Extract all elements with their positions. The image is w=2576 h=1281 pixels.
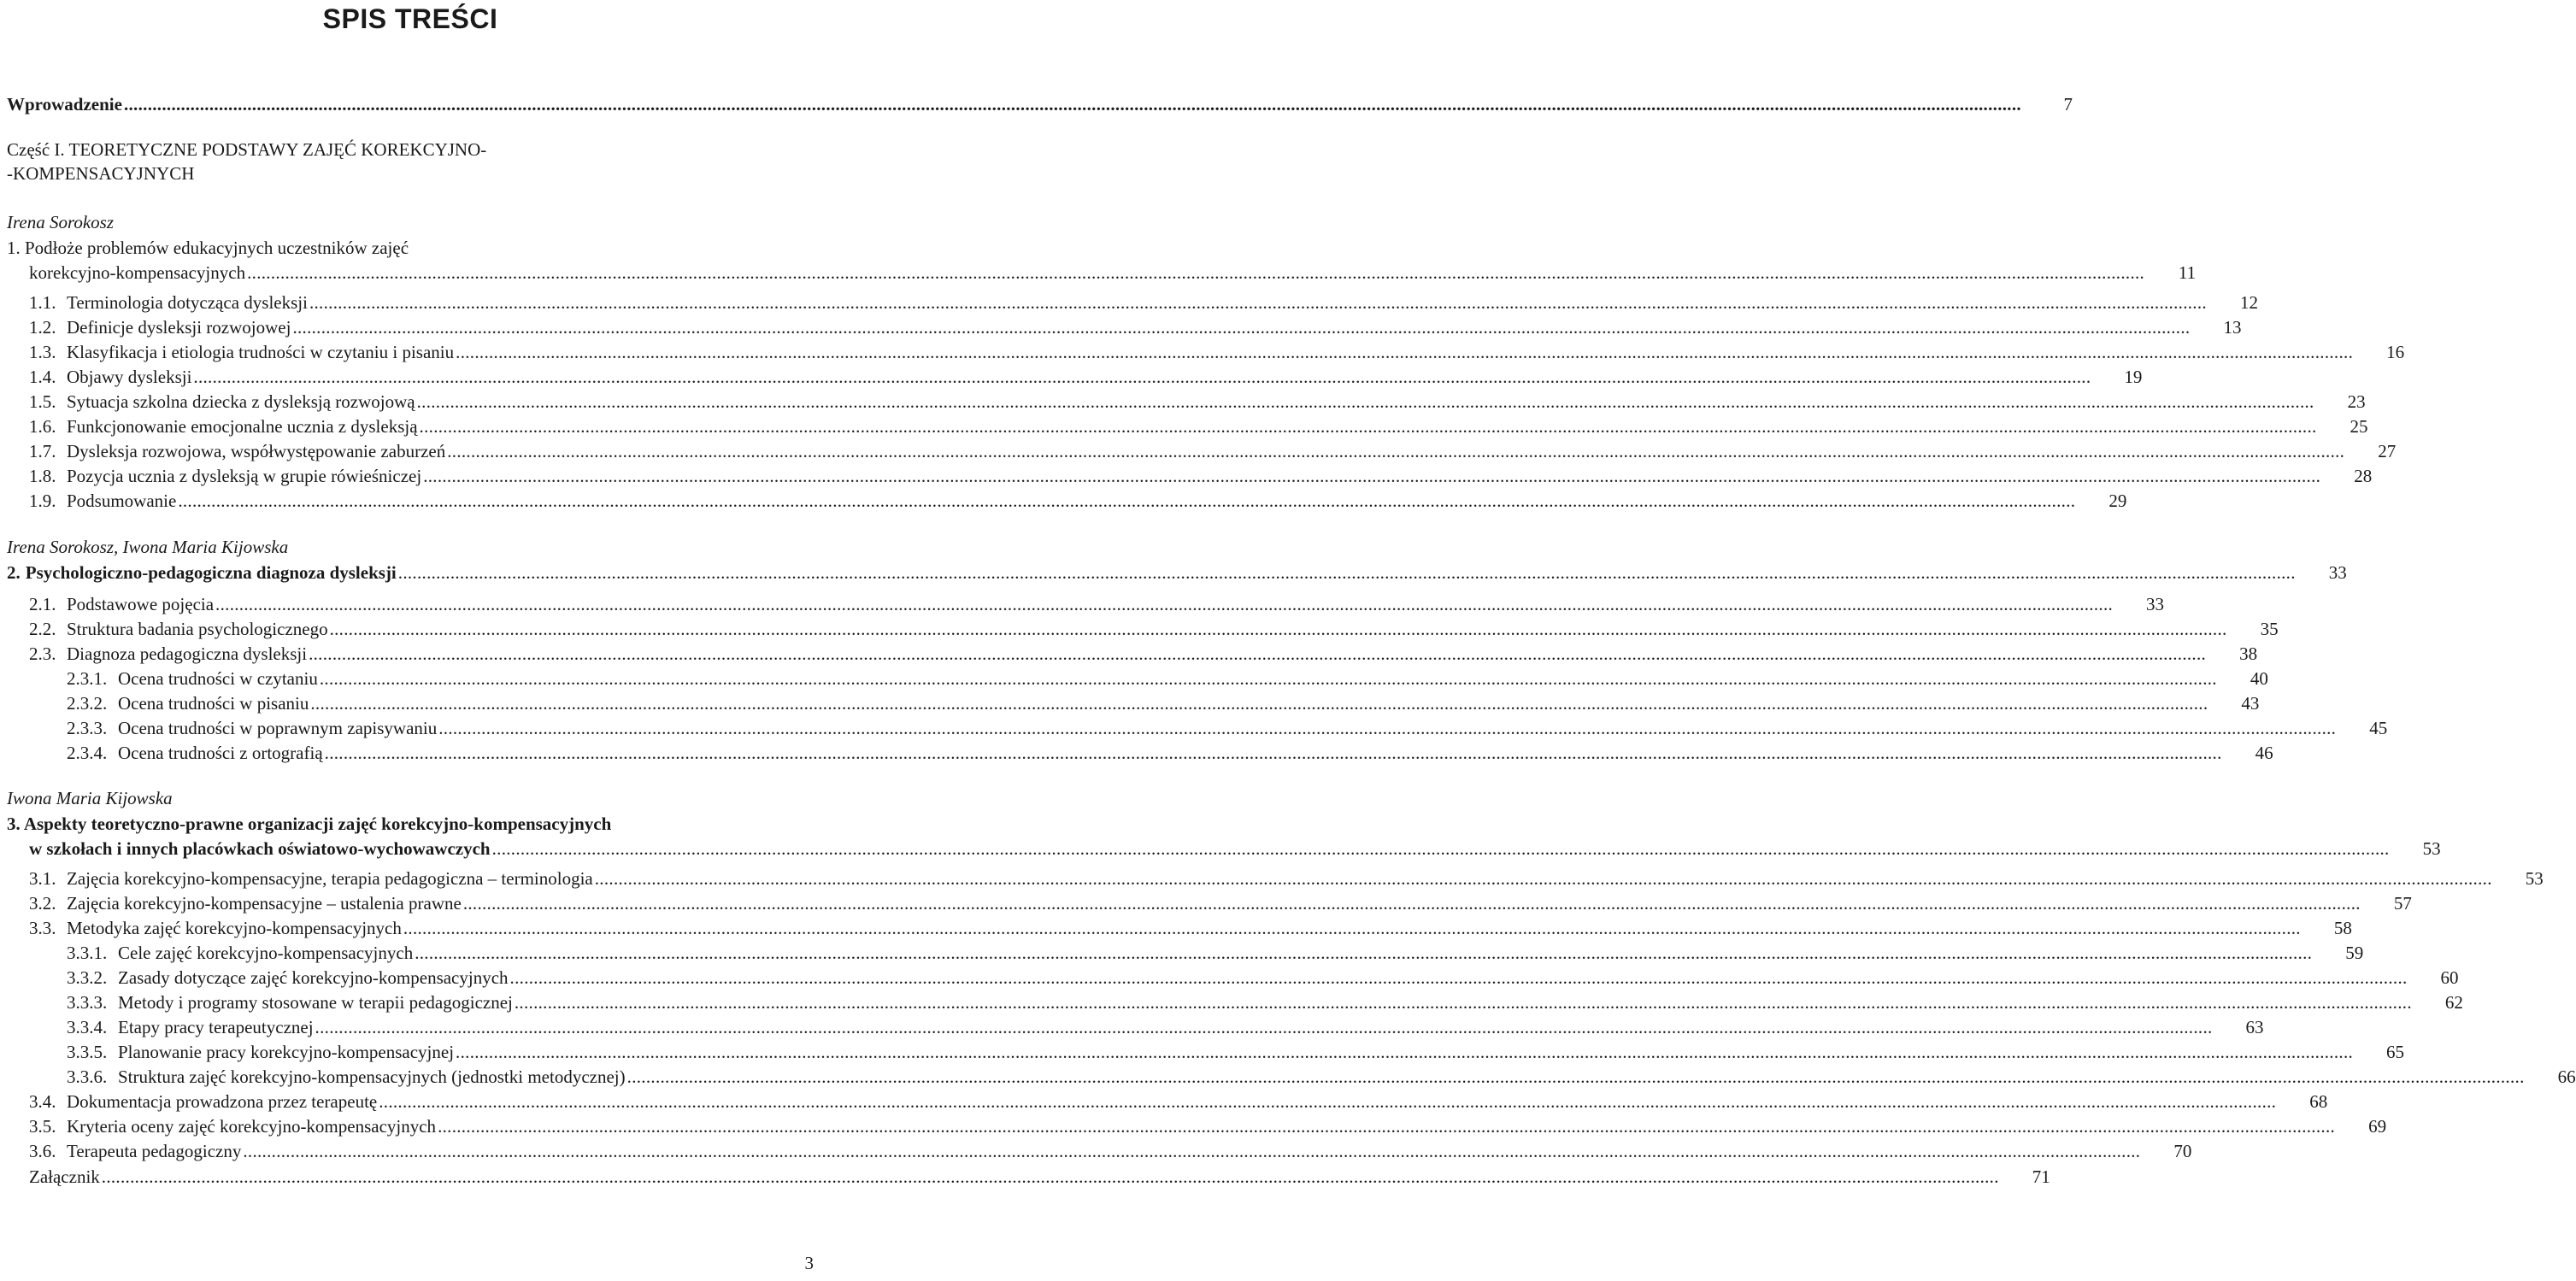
toc-entry-page: 53 [2525,868,2544,889]
toc-entry-page: 28 [2354,466,2373,486]
toc-entry[interactable] [7,966,2459,990]
toc-entry[interactable] [7,891,2412,915]
toc-entry-text: Zasady dotyczące zajęć korekcyjno-kompensacyjnych [118,967,509,988]
page-number: 3 [804,1253,814,1273]
chapter-title-line2: korekcyjno-kompensacyjnych [29,262,246,283]
toc-entry-page: 46 [2255,743,2273,763]
dot-leader: ................................................................................................................................................................................................................................................................................................................................................................................................................ [447,441,2345,461]
toc-entry-page: 69 [2368,1116,2387,1137]
toc-entry-text: Pozycja ucznia z dysleksją w grupie rówieśniczej [67,466,422,486]
toc-entry-chapter-3[interactable] [7,837,2441,861]
toc-entry[interactable] [7,941,2364,965]
toc-entry[interactable] [7,365,2143,389]
toc-entry-number: 1.7. [29,441,56,461]
toc-entry[interactable] [7,414,2368,438]
toc-entry-page: 38 [2239,643,2258,664]
toc-entry[interactable] [7,1040,2405,1064]
toc-entry[interactable] [7,1065,2576,1089]
toc-entry-intro[interactable] [7,92,2073,116]
chapter-heading-line1 [7,236,409,260]
dot-leader: ................................................................................................................................................................................................................................................................................................................................................................................................................ [247,262,2145,283]
dot-leader: ................................................................................................................................................................................................................................................................................................................................................................................................................ [626,1067,2525,1087]
page-title: SPIS TREŚCI [322,3,498,34]
toc-entry-page: 58 [2333,918,2352,938]
dot-leader: ................................................................................................................................................................................................................................................................................................................................................................................................................ [310,693,2208,714]
toc-entry-text: Zajęcia korekcyjno-kompensacyjne – ustalenia prawne [67,893,462,914]
toc-entry-page: 43 [2241,693,2260,714]
toc-entry-page: 13 [2223,317,2242,338]
toc-entry-page: 33 [2146,594,2165,614]
toc-entry-number: 2.3.2. [67,693,108,714]
toc-entry-number: 3.3.1. [67,943,108,963]
toc-entry-page: 25 [2350,416,2368,437]
toc-entry-text: Klasyfikacja i etiologia trudności w czytaniu i pisaniu [67,342,455,362]
toc-entry[interactable] [7,1015,2264,1039]
chapter-number: 1. [7,238,21,258]
toc-entry-number: 3.3. [29,918,56,938]
toc-entry-page: 68 [2309,1091,2328,1112]
toc-entry-annex[interactable] [7,1165,2050,1189]
toc-entry-text: Wprowadzenie [7,94,122,115]
toc-entry[interactable] [7,741,2273,765]
toc-entry-text: Funkcjonowanie emocjonalne ucznia z dysleksją [67,416,418,437]
toc-entry-page: 62 [2444,992,2463,1013]
toc-entry[interactable] [7,489,2127,513]
dot-leader: ................................................................................................................................................................................................................................................................................................................................................................................................................ [193,367,2091,387]
toc-entry-page: 70 [2173,1141,2192,1161]
toc-entry-number: 1.8. [29,466,56,486]
toc-entry[interactable] [7,439,2397,463]
toc-entry[interactable] [7,642,2258,666]
toc-entry-number: 3.1. [29,868,56,889]
toc-entry-number: 1.5. [29,391,56,412]
toc-entry-text: Terminologia dotycząca dysleksji [67,292,308,313]
dot-leader: ................................................................................................................................................................................................................................................................................................................................................................................................................ [379,1091,2277,1112]
dot-leader: ................................................................................................................................................................................................................................................................................................................................................................................................................ [324,743,2222,763]
toc-entry-number: 1.2. [29,317,56,338]
toc-entry-text: Kryteria oceny zajęć korekcyjno-kompensacyjnych [67,1116,437,1137]
toc-entry[interactable] [7,340,2405,364]
toc-entry[interactable] [7,867,2544,890]
toc-entry-chapter-1[interactable] [7,261,2197,285]
toc-entry-number: 1.9. [29,491,56,511]
toc-entry-number: 1.1. [29,292,56,313]
toc-entry[interactable] [7,990,2463,1014]
toc-entry-number: 3.3.6. [67,1067,108,1087]
toc-entry[interactable] [7,667,2268,690]
toc-entry-page: 45 [2369,718,2388,738]
toc-entry-number: 2.3. [29,643,56,664]
dot-leader: ................................................................................................................................................................................................................................................................................................................................................................................................................ [101,1166,1999,1187]
dot-leader: ................................................................................................................................................................................................................................................................................................................................................................................................................ [397,562,2296,583]
toc-entry-page: 66 [2557,1067,2576,1087]
toc-entry-page: 7 [2063,94,2073,115]
toc-entry-number: 3.4. [29,1091,56,1112]
toc-entry[interactable] [7,291,2258,314]
toc-entry-text: Cele zajęć korekcyjno-kompensacyjnych [118,943,414,963]
dot-leader: ................................................................................................................................................................................................................................................................................................................................................................................................................ [415,943,2313,963]
toc-entry-page: 40 [2250,668,2268,689]
dot-leader: ................................................................................................................................................................................................................................................................................................................................................................................................................ [438,718,2337,738]
toc-entry-page: 59 [2345,943,2364,963]
toc-entry-text: Ocena trudności w czytaniu [118,668,318,689]
toc-entry[interactable] [7,390,2366,414]
chapter-title: Psychologiczno-pedagogiczna diagnoza dysleksji [25,562,397,583]
dot-leader: ................................................................................................................................................................................................................................................................................................................................................................................................................ [456,1042,2354,1062]
toc-entry-text: Dysleksja rozwojowa, współwystępowanie zaburzeń [67,441,446,461]
dot-leader: ................................................................................................................................................................................................................................................................................................................................................................................................................ [419,416,2317,437]
part-heading-line1: Część I. TEORETYCZNE PODSTAWY ZAJĘĆ KOREKCYJNO- [7,139,487,160]
toc-entry-text: Etapy pracy terapeutycznej [118,1017,314,1037]
toc-entry-text: Ocena trudności w pisaniu [118,693,309,714]
toc-entry[interactable] [7,315,2242,339]
toc-entry-number: 3.3.2. [67,967,108,988]
toc-entry-text: Podstawowe pojęcia [67,594,215,614]
chapter-number: 2. [7,562,21,583]
dot-leader: ................................................................................................................................................................................................................................................................................................................................................................................................................ [594,868,2492,889]
toc-entry-page: 16 [2386,342,2405,362]
toc-entry-number: 2.3.4. [67,743,108,763]
toc-entry-number: 3.3.4. [67,1017,108,1037]
dot-leader: ................................................................................................................................................................................................................................................................................................................................................................................................................ [491,838,2390,859]
toc-entry[interactable] [7,1114,2387,1138]
toc-entry-number: 3.2. [29,893,56,914]
dot-leader: ................................................................................................................................................................................................................................................................................................................................................................................................................ [309,292,2207,313]
chapter-title-line1: Podłoże problemów edukacyjnych uczestników zajęć [25,238,409,258]
dot-leader: ................................................................................................................................................................................................................................................................................................................................................................................................................ [178,491,2076,511]
dot-leader: ................................................................................................................................................................................................................................................................................................................................................................................................................ [462,893,2361,914]
chapter-title-line2: w szkołach i innych placówkach oświatowo-wychowawczych [29,838,491,859]
toc-entry-page: 35 [2260,619,2279,639]
toc-entry-text: Metody i programy stosowane w terapii pedagogicznej [118,992,513,1013]
chapter-author: Irena Sorokosz, Iwona Maria Kijowska [7,537,289,557]
toc-entry-text: Planowanie pracy korekcyjno-kompensacyjnej [118,1042,455,1062]
toc-entry-text: Podsumowanie [67,491,177,511]
toc-entry-page: 29 [2108,491,2127,511]
toc-entry-text: Diagnoza pedagogiczna dysleksji [67,643,308,664]
toc-entry-number: 1.4. [29,367,56,387]
toc-entry-text: Terapeuta pedagogiczny [67,1141,242,1161]
toc-entry-text: Objawy dysleksji [67,367,192,387]
dot-leader: ................................................................................................................................................................................................................................................................................................................................................................................................................ [423,466,2321,486]
toc-entry-number: 3.3.5. [67,1042,108,1062]
toc-entry-number: 1.6. [29,416,56,437]
dot-leader: ................................................................................................................................................................................................................................................................................................................................................................................................................ [403,918,2301,938]
toc-entry-number: 2.1. [29,594,56,614]
toc-entry-page: 71 [2032,1166,2050,1187]
toc-entry[interactable] [7,592,2165,616]
dot-leader: ................................................................................................................................................................................................................................................................................................................................................................................................................ [456,342,2354,362]
toc-entry-chapter-2[interactable] [7,561,2347,585]
toc-entry-page: 33 [2328,562,2347,583]
dot-leader: ................................................................................................................................................................................................................................................................................................................................................................................................................ [243,1141,2141,1161]
toc-entry-text: Struktura badania psychologicznego [67,619,328,639]
dot-leader: ................................................................................................................................................................................................................................................................................................................................................................................................................ [514,992,2412,1013]
toc-entry-text: Załącznik [29,1166,100,1187]
toc-entry-number: 3.5. [29,1116,56,1137]
dot-leader: ................................................................................................................................................................................................................................................................................................................................................................................................................ [315,1017,2213,1037]
dot-leader: ................................................................................................................................................................................................................................................................................................................................................................................................................ [215,594,2114,614]
toc-entry[interactable] [7,716,2388,740]
dot-leader: ................................................................................................................................................................................................................................................................................................................................................................................................................ [309,643,2207,664]
chapter-title-line1: Aspekty teoretyczno-prawne organizacji zajęć korekcyjno-kompensacyjnych [23,814,612,834]
toc-entry-text: Ocena trudności z ortografią [118,743,323,763]
dot-leader: ................................................................................................................................................................................................................................................................................................................................................................................................................ [319,668,2217,689]
toc-entry-page: 27 [2378,441,2397,461]
toc-entry[interactable] [7,691,2260,715]
toc-entry-number: 2.3.3. [67,718,108,738]
toc-entry-text: Ocena trudności w poprawnym zapisywaniu [118,718,438,738]
toc-entry[interactable] [7,1090,2328,1114]
toc-entry[interactable] [7,617,2279,641]
chapter-author: Iwona Maria Kijowska [7,788,173,808]
toc-entry-page: 23 [2347,391,2366,412]
toc-entry-page: 53 [2422,838,2441,859]
dot-leader: ................................................................................................................................................................................................................................................................................................................................................................................................................ [416,391,2314,412]
chapter-number: 3. [7,814,21,834]
toc-entry[interactable] [7,464,2373,488]
dot-leader: ................................................................................................................................................................................................................................................................................................................................................................................................................ [329,619,2227,639]
toc-entry-page: 19 [2124,367,2143,387]
toc-entry-number: 3.6. [29,1141,56,1161]
toc-entry-page: 12 [2239,292,2258,313]
chapter-author: Irena Sorokosz [7,212,115,232]
toc-entry-number: 2.2. [29,619,56,639]
toc-entry-page: 57 [2393,893,2412,914]
dot-leader: ................................................................................................................................................................................................................................................................................................................................................................................................................ [509,967,2408,988]
dot-leader: ................................................................................................................................................................................................................................................................................................................................................................................................................ [292,317,2191,338]
toc-entry-text: Definicje dysleksji rozwojowej [67,317,291,338]
toc-entry-text: Sytuacja szkolna dziecka z dysleksją rozwojową [67,391,415,412]
dot-leader: ................................................................................................................................................................................................................................................................................................................................................................................................................ [438,1116,2336,1137]
toc-entry-text: Metodyka zajęć korekcyjno-kompensacyjnych [67,918,402,938]
toc-entry-text: Zajęcia korekcyjno-kompensacyjne, terapia pedagogiczna – terminologia [67,868,593,889]
toc-entry-page: 60 [2440,967,2459,988]
toc-entry[interactable] [7,1139,2192,1163]
toc-entry-number: 3.3.3. [67,992,108,1013]
toc-entry-text: Dokumentacja prowadzona przez terapeutę [67,1091,378,1112]
part-heading-line2: -KOMPENSACYJNYCH [7,163,195,184]
chapter-heading-line1 [7,812,611,836]
toc-entry-page: 65 [2386,1042,2405,1062]
toc-entry-page: 63 [2245,1017,2264,1037]
toc-entry-number: 2.3.1. [67,668,108,689]
toc-entry-page: 11 [2178,262,2197,283]
dot-leader: ................................................................................................................................................................................................................................................................................................................................................................................................................ [123,94,2021,115]
toc-entry-text: Struktura zajęć korekcyjno-kompensacyjnych (jednostki metodycznej) [118,1067,626,1087]
toc-entry[interactable] [7,916,2352,940]
toc-entry-number: 1.3. [29,342,56,362]
